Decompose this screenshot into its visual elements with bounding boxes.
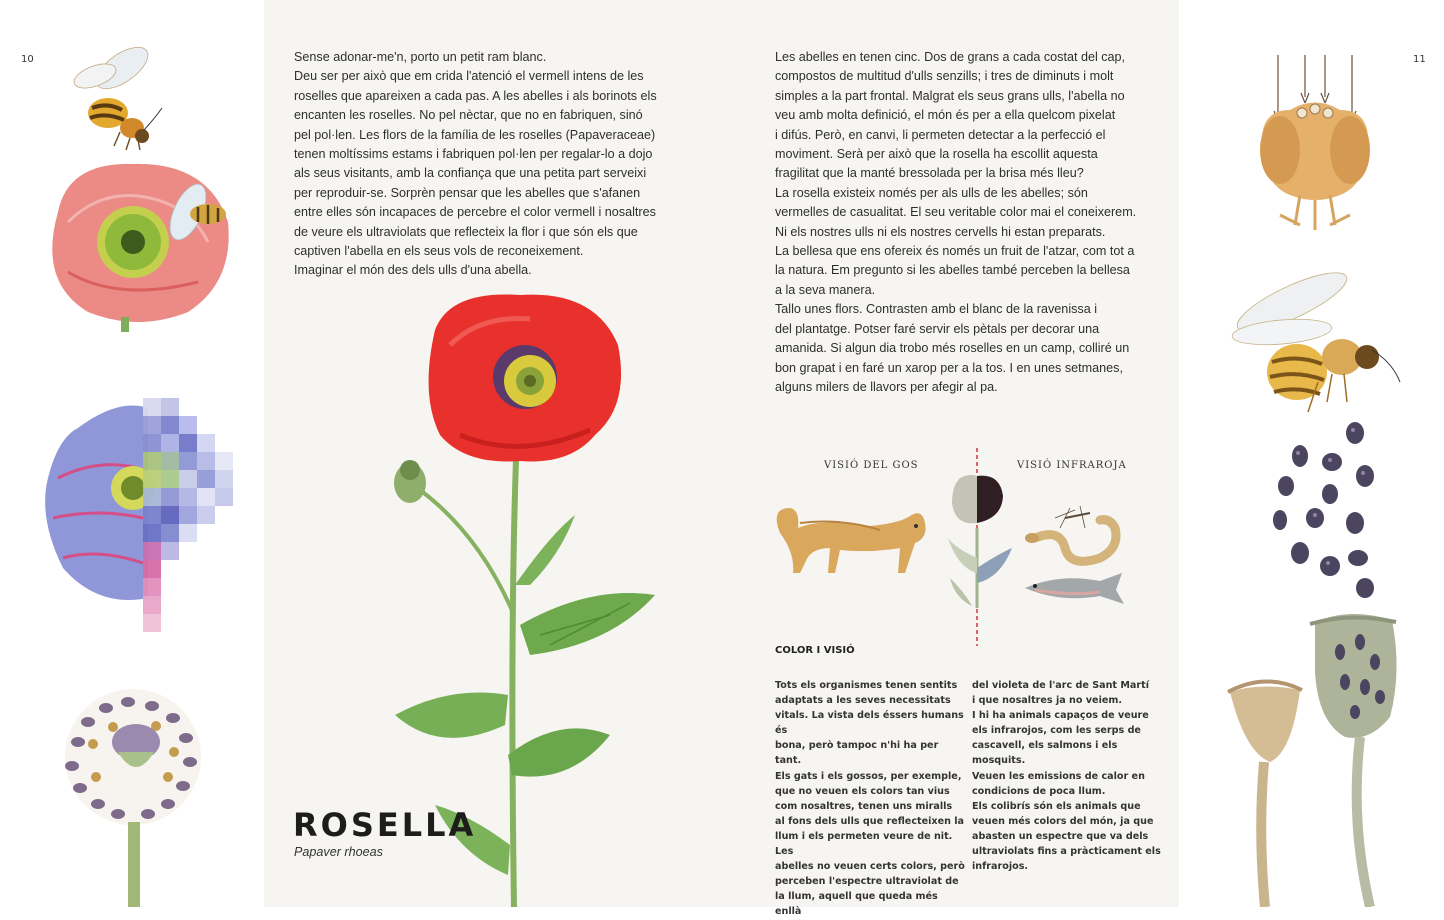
caption-line: ultraviolats fins a pràcticament els: [972, 846, 1161, 858]
left-page-body-text: [294, 48, 714, 281]
caption-line: llum i els permeten veure de nit. Les: [775, 830, 953, 858]
left-text-line: Imaginar el món des dels ulls d'una abella.: [294, 263, 532, 278]
right-text-line: la natura. Em pregunto si les abelles també perceben la bellesa: [775, 263, 1130, 278]
page-number-left: 10: [21, 54, 34, 65]
left-text-line: roselles que apareixen a cada pas. A les abelles i als borinots els: [294, 88, 657, 103]
right-text-line: simples a la part frontal. Malgrat els seus grans ulls, l'abella no: [775, 88, 1125, 103]
bee-illustration-top-left: [60, 38, 170, 153]
pink-poppy-with-bee-illustration: [38, 152, 234, 332]
dog-vision-label: VISIÓ DEL GOS: [824, 460, 919, 471]
caption-line: Els colibrís són els animals que: [972, 800, 1141, 812]
title-rosella: ROSELLA: [293, 806, 477, 844]
right-text-line: bon grapat i en faré un xarop per a la tos. I en unes setmanes,: [775, 360, 1123, 375]
caption-line: abasten un espectre que va dels: [972, 830, 1149, 842]
caption-line: abelles no veuen certs colors, però: [775, 861, 965, 873]
caption-line: bona, però tampoc n'hi ha per tant.: [775, 740, 939, 767]
right-text-line: a la seva manera.: [775, 282, 876, 297]
vision-comparison-figure: [760, 448, 1140, 648]
caption-line: I hi ha animals capaços de veure: [972, 710, 1149, 722]
left-text-line: Deu ser per això que em crida l'atenció el vermell intens de les: [294, 69, 644, 84]
half-flower-illustration: [948, 475, 1012, 608]
right-text-line: Les abelles en tenen cinc. Dos de grans a cada costat del cap,: [775, 50, 1126, 64]
mosquito-illustration: [1055, 506, 1090, 528]
poppy-seeds-illustration: [1270, 418, 1385, 603]
caption-line: Veuen les emissions de calor en: [972, 770, 1145, 782]
left-text-line: pel pol·len. Les flors de la família de les roselles (Papaveraceae): [294, 127, 656, 142]
bee-head-eyes-illustration: [1250, 55, 1380, 240]
left-text-line: entre elles són incapaces de percebre el color vermell i nosaltres: [294, 205, 656, 220]
section-heading-color-vision: COLOR I VISIÓ: [775, 645, 855, 656]
caption-line: al fons dels ulls que reflecteixen la: [775, 815, 965, 827]
right-text-line: alguns milers de llavors per afegir al pa.: [775, 379, 998, 394]
right-text-line: La rosella existeix només per als ulls de les abelles; són: [775, 185, 1088, 200]
caption-line: vitals. La vista dels éssers humans és: [775, 710, 964, 737]
caption-line: que no veuen els colors tan vius: [775, 785, 950, 797]
right-text-line: vermelles de casualitat. El seu veritable color mai el coneixerem.: [775, 205, 1137, 220]
caption-line: els infrarojos, com les serps de: [972, 725, 1141, 737]
caption-line: i que nosaltres ja no veiem.: [972, 695, 1123, 707]
right-text-line: del plantatge. Potser faré servir els pètals per decorar una: [775, 321, 1100, 336]
caption-line: la llum, aquell que queda més enllà: [775, 891, 938, 918]
right-text-line: veu amb molta definició, el món és per a ella quelcom pixelat: [775, 108, 1116, 123]
right-text-line: amanida. Si algun dia trobo més roselles en un camp, colliré un: [775, 341, 1130, 356]
caption-line: condicions de poca llum.: [972, 785, 1106, 797]
dog-illustration: [777, 508, 926, 573]
caption-column-2: [972, 678, 1172, 874]
left-text-line: Sense adonar-me'n, porto un petit ram blanc.: [294, 50, 547, 64]
left-text-line: tenen moltíssims estams i fabriquen pol·len per regalar-lo a dojo: [294, 147, 653, 162]
caption-line: veuen més colors del món, ja que: [972, 815, 1154, 827]
caption-column-1: [775, 678, 965, 920]
caption-line: del violeta de l'arc de Sant Martí: [972, 680, 1149, 691]
right-text-line: fragilitat que la manté bressolada per la brisa més lleu?: [775, 166, 1084, 181]
page-number-right: 11: [1413, 54, 1426, 65]
caption-line: perceben l'espectre ultraviolat de: [775, 876, 959, 888]
left-text-line: captiven l'abella en els seus vols de reconeixement.: [294, 244, 584, 259]
left-text-line: als seus visitants, amb la confiança que una petita part serveixi: [294, 166, 647, 181]
salmon-illustration: [1025, 573, 1124, 604]
pixelated-bee-vision-flower-illustration: [38, 398, 238, 643]
caption-line: infrarojos.: [972, 861, 1029, 873]
caption-line: Tots els organismes tenen sentits: [775, 680, 958, 691]
poppy-seed-pods-illustration: [1220, 612, 1400, 907]
caption-line: com nosaltres, tenen uns miralls: [775, 800, 953, 812]
right-text-line: Tallo unes flors. Contrasten amb el blanc de la ravenissa i: [775, 302, 1098, 317]
caption-line: adaptats a les seves necessitats: [775, 695, 951, 707]
right-text-line: moviment. Serà per això que la rosella ha escollit aquesta: [775, 147, 1098, 162]
seed-head-flower-illustration: [58, 682, 208, 907]
subtitle-scientific-name: Papaver rhoeas: [294, 845, 383, 859]
bee-side-illustration: [1222, 262, 1412, 422]
left-text-line: de veure els ultraviolats que reflecteix la flor i que són els que: [294, 224, 638, 239]
left-text-line: encanten les roselles. No pel nèctar, que no en fabriquen, sinó: [294, 108, 643, 123]
right-text-line: i difús. Però, en canvi, li permeten detectar a la perfecció el: [775, 127, 1106, 142]
snake-illustration: [1025, 520, 1116, 562]
left-text-line: per reproduir-se. Sorprèn pensar que les abelles que s'afanen: [294, 185, 641, 200]
right-text-line: Ni els nostres ulls ni els nostres cervells hi estan preparats.: [775, 224, 1106, 239]
right-text-line: compostos de multitud d'ulls senzills; i tres de diminuts i molt: [775, 69, 1114, 84]
infrared-vision-label: VISIÓ INFRAROJA: [1017, 460, 1127, 471]
right-page-body-text: [775, 48, 1170, 397]
caption-line: cascavell, els salmons i els mosquits.: [972, 740, 1118, 767]
caption-line: Els gats i els gossos, per exemple,: [775, 770, 962, 782]
right-text-line: La bellesa que ens ofereix és només un fruit de l'atzar, com tot a: [775, 244, 1135, 259]
